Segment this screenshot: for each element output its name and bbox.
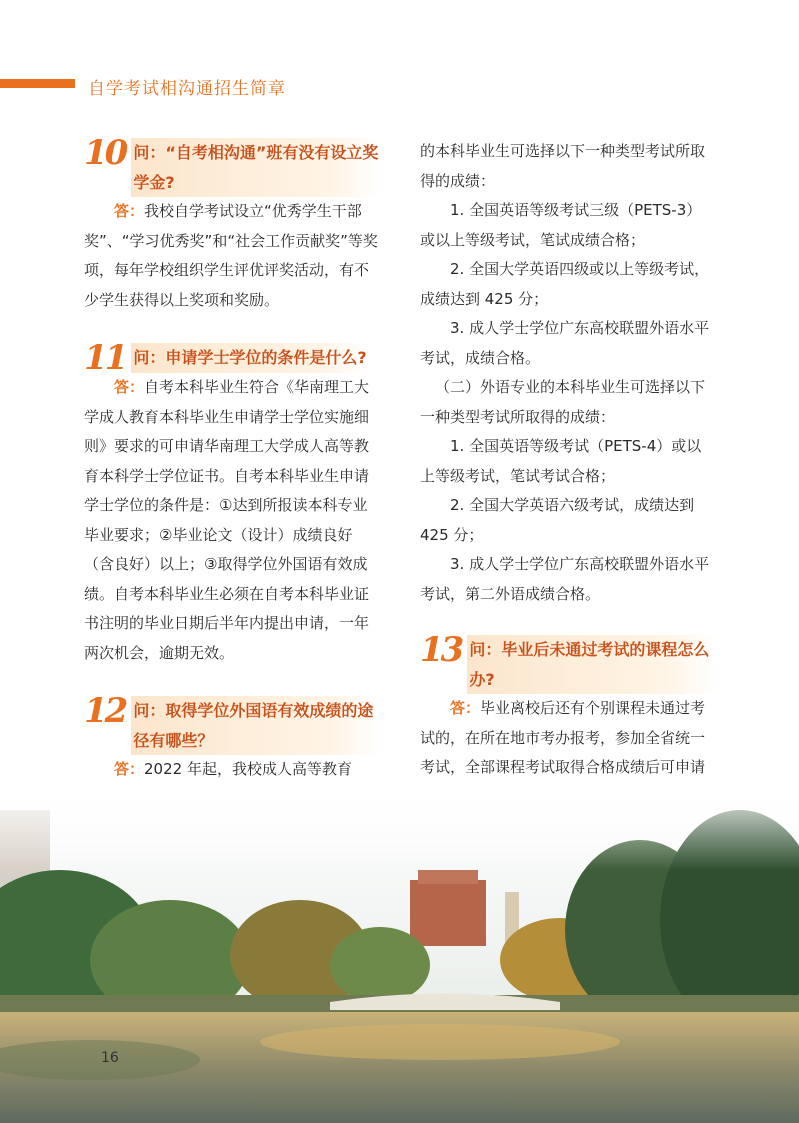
q11-answer <box>84 373 380 668</box>
q10-answer-label: 答： <box>114 202 145 220</box>
q10-heading <box>84 133 380 197</box>
non-foreign-item-1: 1. 全国英语等级考试三级（PETS-3）或以上等级考试，笔试成绩合格； <box>420 201 702 249</box>
q12-answer-continued: 的本科毕业生可选择以下一种类型考试所取得的成绩： <box>420 142 706 190</box>
q13-question: 问：毕业后未通过考试的课程怎么办? <box>467 635 716 694</box>
q11-answer-text: 自考本科毕业生符合《华南理工大学成人教育本科毕业生申请学士学位实施细则》要求的可申请华南理工大学成人高等教育本科学士学位证书。自考本科毕业生申请学士学位的条件是：①达到所报读本科专业毕业要求；②毕业论文（设计）成绩良好（含良好）以上；③取得学位外国语有效成绩。自考本科毕业生必须在自考本科毕业证书注明的毕业日期后半年内提出申请，一年两次机会，逾期无效。 <box>84 378 370 662</box>
q11-number: 11 <box>84 338 126 378</box>
q11-heading <box>84 338 380 378</box>
q13-heading <box>420 630 716 694</box>
foreign-item-2: 2. 全国大学英语六级考试，成绩达到 425 分； <box>420 496 695 544</box>
foreign-intro: （二）外语专业的本科毕业生可选择以下一种类型考试所取得的成绩： <box>420 378 706 426</box>
q11-answer-label: 答： <box>114 378 145 396</box>
q10-answer <box>84 197 380 315</box>
q13-answer-label: 答： <box>450 699 481 717</box>
header-accent-bar <box>0 79 75 88</box>
campus-lake-photo <box>0 780 799 1123</box>
header-title: 自学考试相沟通招生简章 <box>88 79 286 99</box>
q13-answer-text: 毕业离校后还有个别课程未通过考试的，在所在地市考办报考，参加全省统一考试，全部课程考试取得合格成绩后可申请 <box>420 699 706 776</box>
non-foreign-item-3: 3. 成人学士学位广东高校联盟外语水平考试，成绩合格。 <box>420 319 710 367</box>
q10-question: 问：“自考相沟通”班有没有设立奖学金? <box>131 138 380 197</box>
non-foreign-item-2: 2. 全国大学英语四级或以上等级考试，成绩达到 425 分； <box>420 260 710 308</box>
q12-question: 问：取得学位外国语有效成绩的途径有哪些？ <box>131 696 380 755</box>
q13-number: 13 <box>420 630 462 670</box>
q12-answer-label: 答： <box>114 760 145 778</box>
right-column <box>420 137 716 812</box>
q10-number: 10 <box>84 133 126 173</box>
left-column <box>84 133 380 873</box>
q11-question: 问：申请学士学位的条件是什么? <box>131 343 366 373</box>
page-number: 16 <box>101 1050 119 1066</box>
q12-heading <box>84 691 380 755</box>
q12-number: 12 <box>84 691 126 731</box>
foreign-item-1: 1. 全国英语等级考试（PETS-4）或以上等级考试，笔试考试合格； <box>420 437 702 485</box>
q10-answer-text: 我校自学考试设立“优秀学生干部奖”、“学习优秀奖”和“社会工作贡献奖”等奖项，每年学校组织学生评优评奖活动，有不少学生获得以上奖项和奖励。 <box>84 202 378 309</box>
foreign-item-3: 3. 成人学士学位广东高校联盟外语水平考试，第二外语成绩合格。 <box>420 555 710 603</box>
q12-answer-text: 2022 年起，我校成人高等教育 <box>144 760 352 778</box>
